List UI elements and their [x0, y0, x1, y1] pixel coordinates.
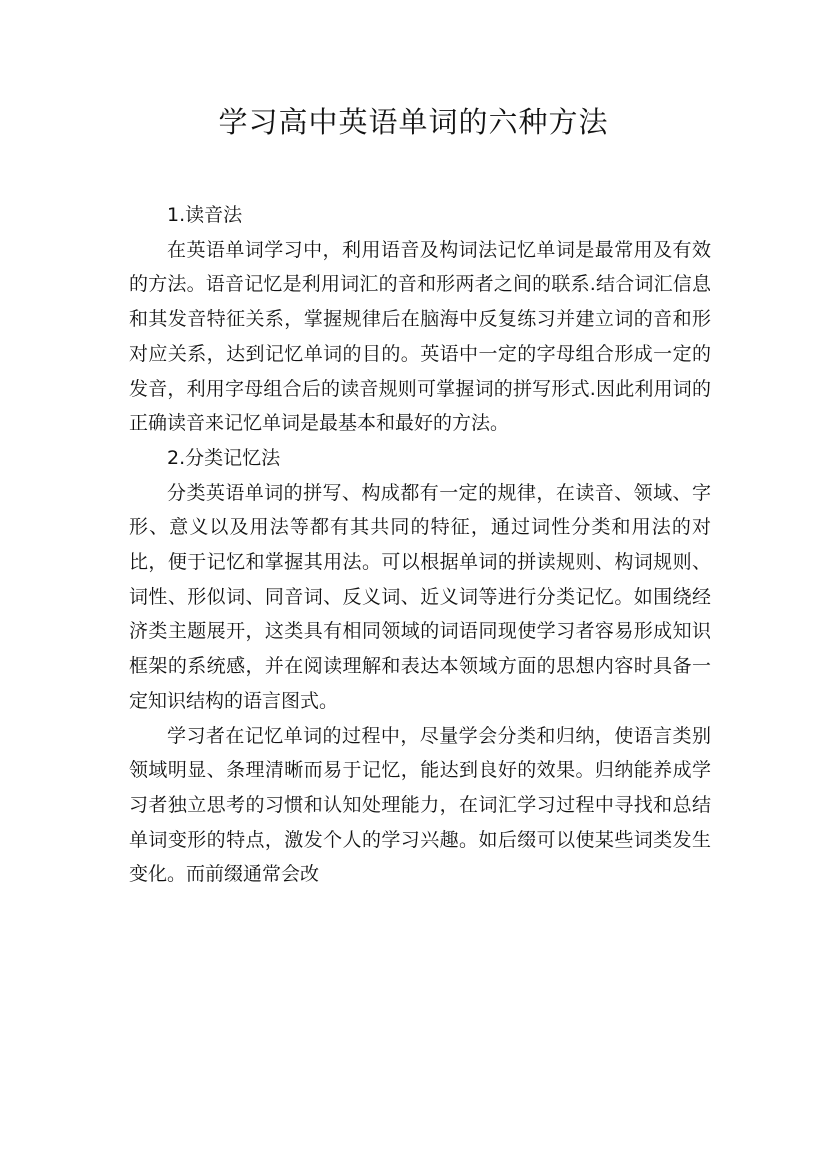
document-body: [129, 198, 711, 892]
section-heading-reading: 1.读音法: [167, 204, 243, 226]
paragraph-reading-method: 在英语单词学习中，利用语音及构词法记忆单词是最常用及有效的方法。语音记忆是利用词汇的音和形两者之间的联系.结合词汇信息和其发音特征关系，掌握规律后在脑海中反复练习并建立词的音和形对应关系，达到记忆单词的目的。英语中一定的字母组合形成一定的发音，利用字母组合后的读音规则可掌握词的拼写形式.因此利用词的正确读音来记忆单词是最基本和最好的方法。: [129, 238, 711, 435]
section-heading-classification: 2.分类记忆法: [167, 446, 281, 469]
paragraph-classification-induction: 学习者在记忆单词的过程中，尽量学会分类和归纳，使语言类别领域明显、条理清晰而易于记忆，能达到良好的效果。归纳能养成学习者独立思考的习惯和认知处理能力，在词汇学习过程中寻找和总结单词变形的特点，激发个人的学习兴趣。如后缀可以使某些词类发生变化。而前缀通常会改: [129, 724, 711, 886]
paragraph-classification-method: 分类英语单词的拼写、构成都有一定的规律，在读音、领域、字形、意义以及用法等都有其共同的特征，通过词性分类和用法的对比，便于记忆和掌握其用法。可以根据单词的拼读规则、构词规则、词性、形似词、同音词、反义词、近义词等进行分类记忆。如围绕经济类主题展开，这类具有相同领域的词语同现使学习者容易形成知识框架的系统感，并在阅读理解和表达本领域方面的思想内容时具备一定知识结构的语言图式。: [129, 481, 711, 712]
document-title: 学习高中英语单词的六种方法: [218, 105, 609, 139]
